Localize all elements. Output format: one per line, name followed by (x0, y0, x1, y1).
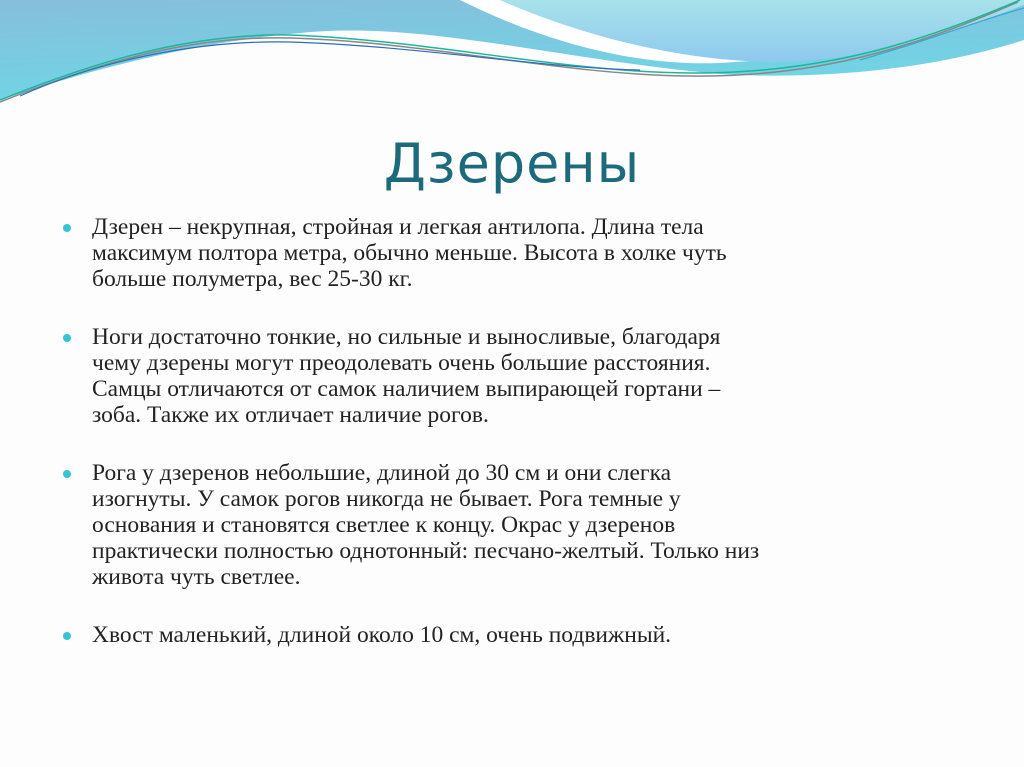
bullet-dot-icon (63, 632, 71, 640)
bullet-text-line: Ноги достаточно тонкие, но сильные и выносливые, благодаря (92, 324, 721, 350)
bullet-text-line: Рога у дзеренов небольшие, длиной до 30 см и они слегка (92, 460, 672, 486)
bullet-dot-icon (63, 470, 71, 478)
bullet-text-line: зоба. Также их отличает наличие рогов. (92, 402, 489, 428)
bullet-text-line: живота чуть светлее. (92, 564, 301, 590)
bullet-text-line: практически полностью однотонный: песчано-желтый. Только низ (92, 538, 760, 564)
bullet-item (62, 324, 982, 428)
bullet-list (62, 214, 982, 673)
bullet-text-line: больше полуметра, вес 25-30 кг. (92, 266, 413, 292)
header-wave-decoration (0, 0, 1024, 120)
bullet-text-line: изогнуты. У самок рогов никогда не бывает. Рога темные у (92, 486, 681, 512)
bullet-text-line: Хвост маленький, длиной около 10 см, очень подвижный. (92, 622, 672, 648)
bullet-item (62, 214, 982, 292)
bullet-text-line: Самцы отличаются от самок наличием выпирающей гортани – (92, 376, 721, 402)
bullet-dot-icon (63, 224, 71, 232)
bullet-dot-icon (63, 334, 71, 342)
slide-title: Дзерены (383, 132, 641, 195)
bullet-text-line: Дзерен – некрупная, стройная и легкая антилопа. Длина тела (92, 214, 704, 240)
bullet-text-line: чему дзерены могут преодолевать очень большие расстояния. (92, 350, 711, 376)
bullet-text-line: максимум полтора метра, обычно меньше. Высота в холке чуть (92, 240, 727, 266)
bullet-item (62, 622, 982, 648)
bullet-text-line: основания и становятся светлее к концу. Окрас у дзеренов (92, 512, 676, 538)
bullet-item (62, 460, 982, 590)
